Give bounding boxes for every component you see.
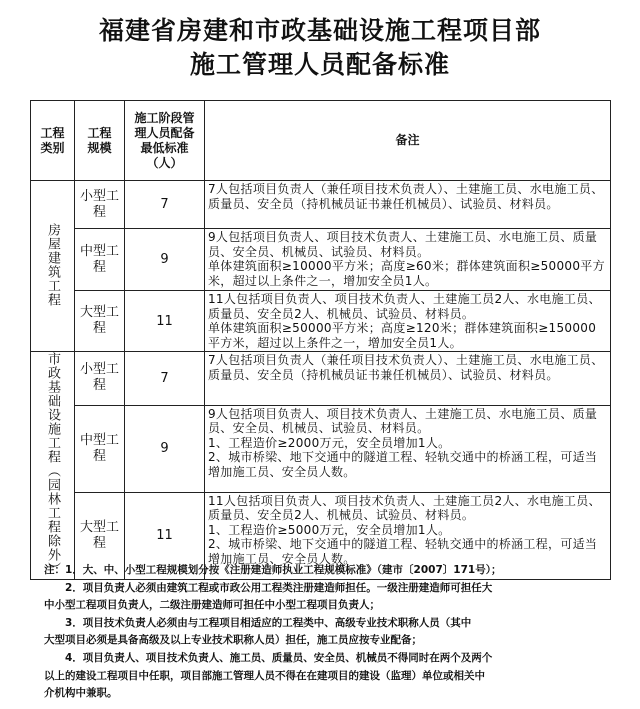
remarks-cell: 7人包括项目负责人（兼任项目技术负责人）、土建施工员、水电施工员、质量员、安全员（持机械员证书兼任机械员）、试验员、材料员。 <box>205 181 611 229</box>
footnote-line: 中小型工程项目负责人，二级注册建造师可担任中小型工程项目负责人； <box>44 599 380 612</box>
footnote-line: 介机构中兼职。 <box>44 687 118 700</box>
category-cell <box>31 352 75 580</box>
table-row <box>31 352 611 406</box>
header-scale: 工程规模 <box>75 101 125 181</box>
remarks-cell: 7人包括项目负责人（兼任项目技术负责人）、土建施工员、水电施工员、质量员、安全员（持机械员证书兼任机械员）、试验员、材料员。 <box>205 352 611 406</box>
scale-cell: 小型工程 <box>75 181 125 229</box>
remarks-cell: 11人包括项目负责人、项目技术负责人、土建施工员2人、水电施工员、质量员、安全员2人、机械员、试验员、材料员。 单体建筑面积≥50000平方米；高度≥120米；群体建筑面积≥150000平方米，超过以上条件之一，增加安全员1人。 <box>205 291 611 352</box>
count-cell: 7 <box>125 181 205 229</box>
table-row <box>31 229 611 291</box>
footnote-line: 3．项目技术负责人必须由与工程项目相适应的工程类中、高级专业技术职称人员（其中 <box>44 616 472 629</box>
table-row <box>31 405 611 492</box>
scale-cell: 小型工程 <box>75 352 125 406</box>
document-title: 福建省房建和市政基础设施工程项目部 <box>98 16 541 45</box>
count-cell: 9 <box>125 229 205 291</box>
footnote-line: 2．项目负责人必须由建筑工程或市政公用工程类注册建造师担任。一级注册建造师可担任大 <box>44 581 493 594</box>
header-category: 工程类别 <box>31 101 75 181</box>
category-cell <box>31 181 75 352</box>
count-cell: 11 <box>125 291 205 352</box>
remarks-cell: 9人包括项目负责人、项目技术负责人、土建施工员、水电施工员、质量员、安全员、机械员、试验员、材料员。 单体建筑面积≥10000平方米；高度≥60米；群体建筑面积≥50000平方米，超过以上条件之一，增加安全员1人。 <box>205 229 611 291</box>
document-subtitle: 施工管理人员配备标准 <box>189 50 450 79</box>
category-label: 市政基础设施工程（园林工程除外） <box>45 352 60 576</box>
footnote-line: 大型项目必须是具备高级及以上专业技术职称人员）担任，施工员应按专业配备； <box>44 634 422 647</box>
header-remarks: 备注 <box>205 101 611 181</box>
table-row <box>31 181 611 229</box>
footnote-line: 以上的建设工程项目中任职，项目部施工管理人员不得在在建项目的建设（监理）单位或相关中 <box>44 669 485 682</box>
remarks-cell: 11人包括项目负责人、项目技术负责人、土建施工员2人、水电施工员、质量员、安全员2人、机械员、试验员、材料员。 1、工程造价≥5000万元，安全员增加1人。 2、城市桥梁、地下交通中的隧道工程、轻轨交通中的桥涵工程，可适当增加施工员、安全员人数。 <box>205 492 611 579</box>
count-cell: 7 <box>125 352 205 406</box>
remarks-cell: 9人包括项目负责人、项目技术负责人、土建施工员、水电施工员、质量员、安全员、机械员、试验员、材料员。 1、工程造价≥2000万元，安全员增加1人。 2、城市桥梁、地下交通中的隧道工程、轻轨交通中的桥涵工程，可适当增加施工员、安全员人数。 <box>205 405 611 492</box>
scale-cell: 中型工程 <box>75 405 125 492</box>
count-cell: 11 <box>125 492 205 579</box>
table-row <box>31 291 611 352</box>
footnote-line: 注：1．大、中、小型工程规模划分按《注册建造师执业工程规模标准》（建市〔2007〕171号）； <box>44 564 502 576</box>
footnote-line: 4．项目负责人、项目技术负责人、施工员、质量员、安全员、机械员不得同时在两个及两个 <box>44 651 493 664</box>
header-min-staff: 施工阶段管理人员配备最低标准（人） <box>125 101 205 181</box>
scale-cell: 大型工程 <box>75 291 125 352</box>
footnotes <box>44 562 604 703</box>
category-label: 房屋建筑工程 <box>45 222 60 307</box>
scale-cell: 中型工程 <box>75 229 125 291</box>
scale-cell: 大型工程 <box>75 492 125 579</box>
header-row <box>31 101 611 181</box>
staffing-table <box>30 100 611 580</box>
count-cell: 9 <box>125 405 205 492</box>
